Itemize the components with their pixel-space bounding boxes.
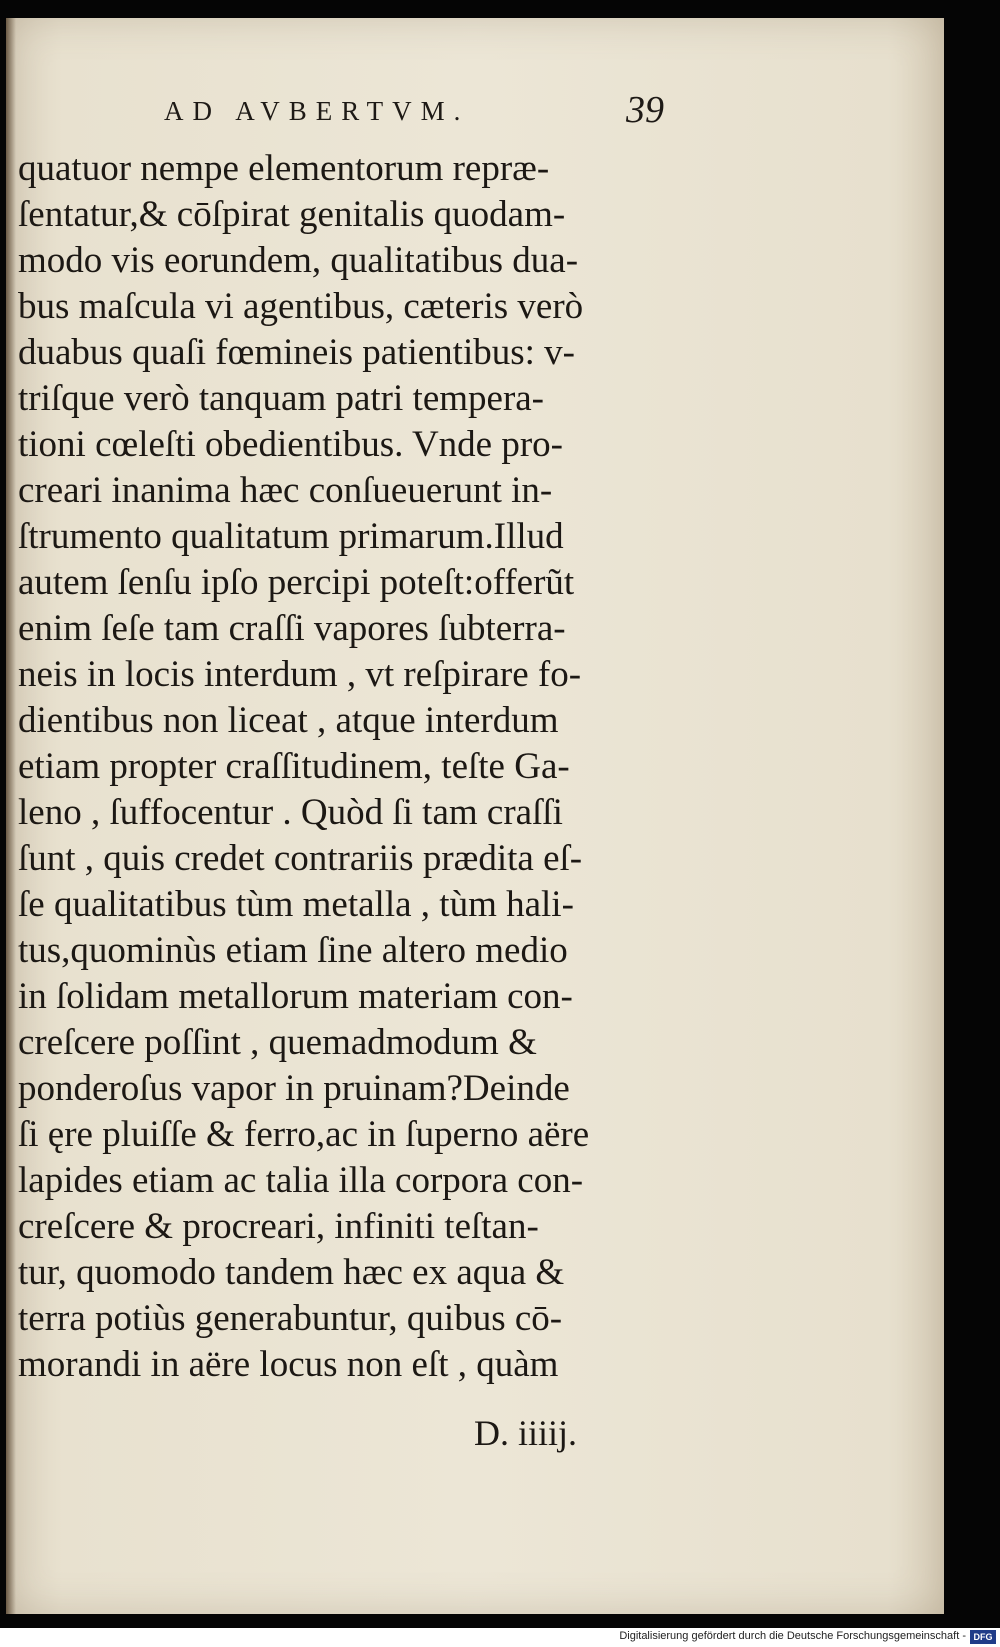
text-line: lapides etiam ac talia illa corpora con-	[18, 1160, 584, 1201]
body-text	[18, 146, 698, 1388]
text-line: enim ſeſe tam craſſi vapores ſubterra-	[18, 608, 566, 649]
text-line: terra potiùs generabuntur, quibus cō-	[18, 1298, 563, 1339]
text-line: duabus quaſi fœmineis patientibus: v-	[18, 332, 575, 373]
text-line: ſunt , quis credet contrariis prædita eſ-	[18, 838, 583, 879]
text-line: ſe qualitatibus tùm metalla , tùm hali-	[18, 884, 574, 925]
page-number: 39	[626, 89, 664, 131]
signature-mark: D. iiiij.	[474, 1413, 578, 1453]
text-line: tioni cœleſti obedientibus. Vnde pro-	[18, 424, 563, 465]
text-line: bus maſcula vi agentibus, cæteris verò	[18, 286, 584, 327]
text-line: quatuor nempe elementorum repræ-	[18, 148, 550, 189]
text-line: tus,quominùs etiam ſine altero medio	[18, 930, 568, 971]
text-line: creſcere & procreari, infiniti teſtan-	[18, 1206, 539, 1247]
text-line: ſtrumento qualitatum primarum.Illud	[18, 516, 564, 557]
text-line: in ſolidam metallorum materiam con-	[18, 976, 573, 1017]
text-line: etiam propter craſſitudinem, teſte Ga-	[18, 746, 570, 787]
funding-credit: Digitalisierung gefördert durch die Deutsche Forschungsgemeinschaft -	[619, 1630, 966, 1642]
text-line: ſi ęre pluiſſe & ferro,ac in ſuperno aëre	[18, 1114, 590, 1155]
text-line: morandi in aëre locus non eſt , quàm	[18, 1344, 559, 1385]
dfg-logo-icon: DFG	[970, 1630, 996, 1644]
running-head: AD AVBERTVM.	[164, 96, 470, 126]
digitization-footer	[0, 1628, 1000, 1647]
text-line: leno , ſuffocentur . Quòd ſi tam craſſi	[18, 792, 563, 833]
text-line: creari inanima hæc conſueuerunt in-	[18, 470, 553, 511]
text-line: neis in locis interdum , vt reſpirare fo-	[18, 654, 582, 695]
text-line: creſcere poſſint , quemadmodum &	[18, 1022, 537, 1063]
text-line: dientibus non liceat , atque interdum	[18, 700, 559, 741]
text-line: tur, quomodo tandem hæc ex aqua &	[18, 1252, 565, 1293]
page-header	[6, 80, 686, 136]
text-line: ſentatur,& cōſpirat genitalis quodam-	[18, 194, 566, 235]
text-line: ponderoſus vapor in pruinam?Deinde	[18, 1068, 570, 1109]
text-line: modo vis eorundem, qualitatibus dua-	[18, 240, 579, 281]
page-binding-edge	[6, 18, 16, 1614]
book-page	[6, 18, 944, 1614]
text-line: autem ſenſu ipſo percipi poteſt:offerũt	[18, 562, 575, 603]
text-line: triſque verò tanquam patri tempera-	[18, 378, 545, 419]
